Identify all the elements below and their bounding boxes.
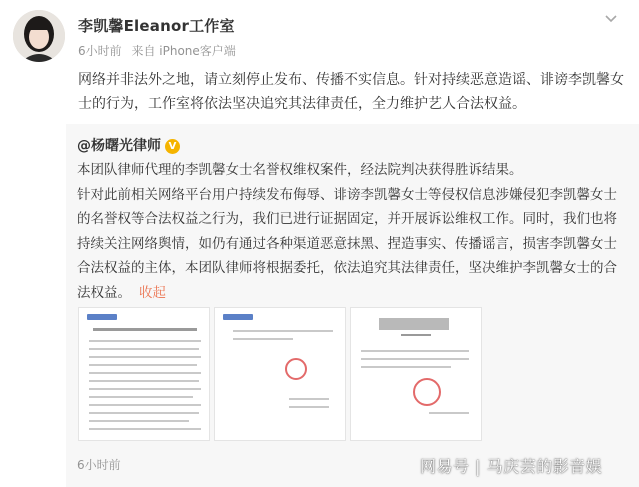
- thumbnail-document-2[interactable]: [214, 307, 346, 441]
- repost-paragraph-2: [77, 183, 627, 306]
- author-name[interactable]: 李凯馨Eleanor工作室: [78, 17, 235, 35]
- avatar-image: [13, 10, 65, 62]
- post-header: [0, 0, 639, 70]
- repost-author-name[interactable]: @杨曙光律师: [77, 138, 161, 154]
- document-title-line: [93, 328, 197, 331]
- post-text: 网络并非法外之地，请立刻停止发布、传播不实信息。针对持续恶意造谣、诽谤李凯馨女士的行为，工作室将依法坚决追究其法律责任，全力维护艺人合法权益。: [78, 72, 624, 112]
- document-logo-icon: [223, 314, 253, 320]
- watermark: 网易号 | 马庆芸的影音娱: [420, 457, 603, 476]
- repost-author[interactable]: [77, 135, 180, 155]
- repost-text: [77, 158, 627, 305]
- thumbnail-document-1[interactable]: [78, 307, 210, 441]
- repost-paragraph-1: 本团队律师代理的李凯馨女士名誉权维权案件，经法院判决获得胜诉结果。: [77, 162, 523, 178]
- court-seal-icon: [413, 378, 441, 406]
- document-logo-icon: [87, 314, 117, 320]
- repost-paragraph-2-text: 针对此前相关网络平台用户持续发布侮辱、诽谤李凯馨女士等侵权信息涉嫌侵犯李凯馨女士的名誉权等合法权益之行为，我们已进行证据固定，并开展诉讼维权工作。同时，我们也将持续关注网络舆情，如仍有通过各种渠道恶意抹黑、捏造事实、传播谣言，损害李凯馨女士合法权益的主体，本团队律师将根据委托，依法追究其法律责任，坚决维护李凯馨女士的合法权益。: [77, 186, 617, 301]
- avatar[interactable]: [13, 10, 65, 62]
- red-seal-icon: [285, 358, 307, 380]
- post-meta: [78, 42, 242, 59]
- post-source: 来自 iPhone客户端: [131, 44, 236, 58]
- redacted-block: [379, 318, 449, 330]
- chevron-down-icon[interactable]: [603, 10, 619, 26]
- verified-badge-icon: V: [165, 139, 180, 154]
- post-time[interactable]: 6小时前: [78, 44, 122, 58]
- thumbnail-document-3[interactable]: [350, 307, 482, 441]
- repost-card: [66, 124, 639, 487]
- repost-time[interactable]: 6小时前: [77, 458, 121, 472]
- collapse-link[interactable]: 收起: [139, 284, 166, 301]
